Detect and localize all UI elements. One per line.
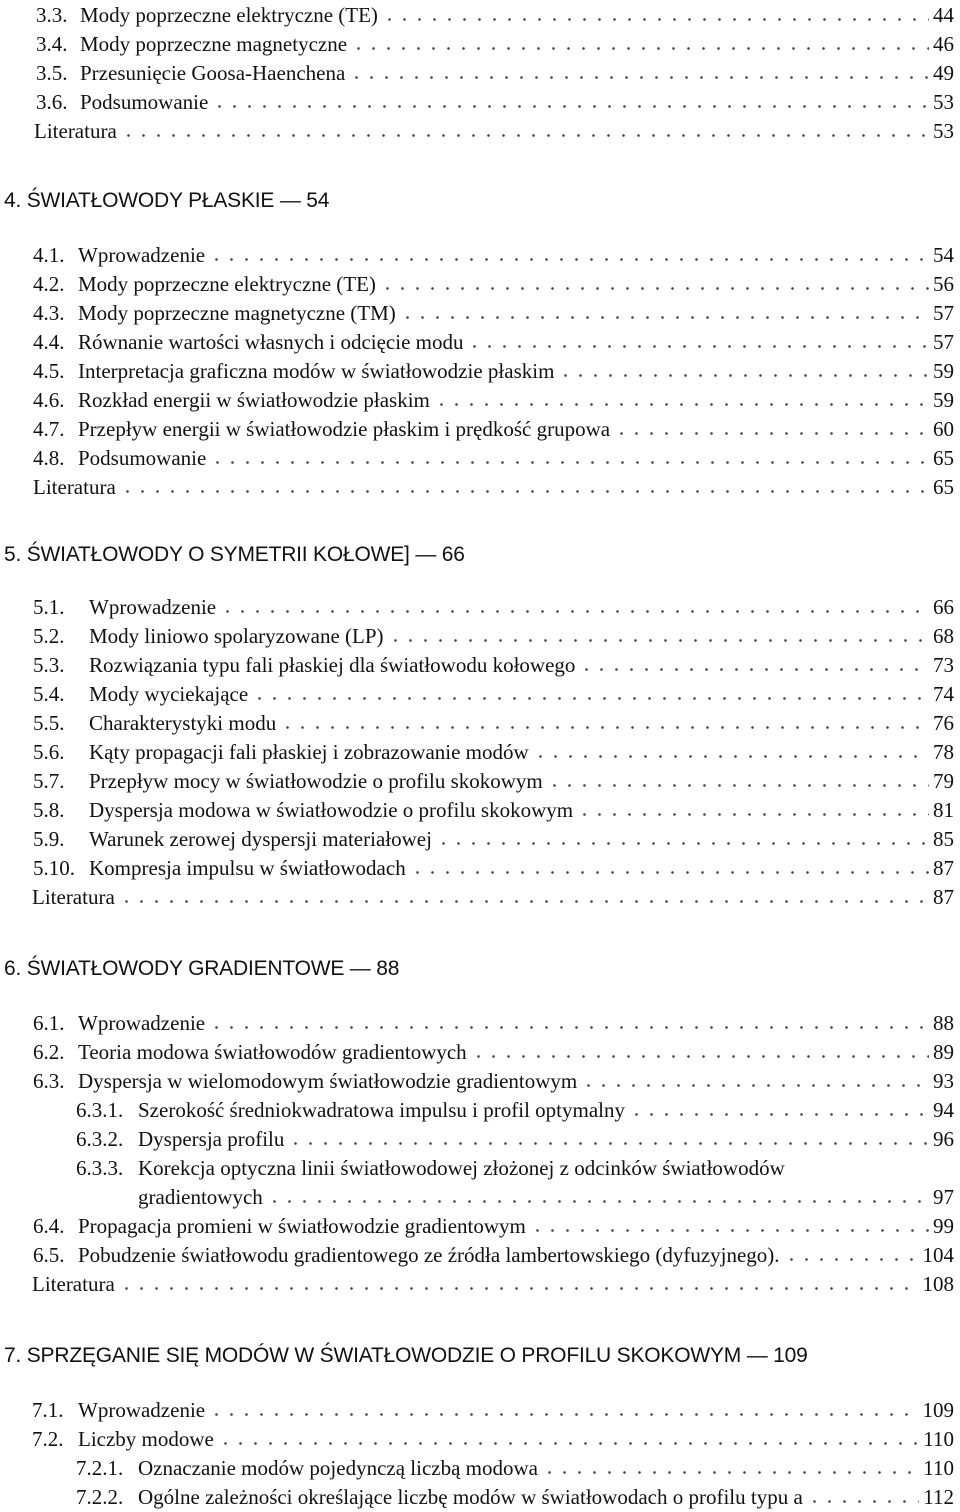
toc-entry-5-1[interactable]: [33, 592, 954, 622]
page-number: 110: [923, 1456, 954, 1480]
section-title: Mody poprzeczne magnetyczne (TM): [78, 301, 396, 325]
page-number: 89: [933, 1040, 954, 1064]
section-title: Propagacja promieni w światłowodzie gradientowym: [78, 1214, 526, 1238]
toc-entry-5-4[interactable]: [33, 679, 954, 709]
page-number: 94: [933, 1098, 954, 1122]
page-number: 53: [933, 90, 954, 114]
section-number: 4.2.: [33, 272, 65, 296]
page-number: 109: [922, 1398, 954, 1422]
section-title: Podsumowanie: [80, 90, 209, 114]
section-title: Wprowadzenie: [78, 243, 206, 267]
section-number: 3.3.: [36, 3, 68, 27]
section-number: 5.4.: [33, 682, 65, 706]
page-number: 108: [922, 1272, 954, 1296]
page-number: 65: [933, 446, 954, 470]
section-title: Szerokość średniokwadratowa impulsu i profil optymalny: [138, 1098, 625, 1122]
section-number: 7.2.1.: [76, 1456, 124, 1480]
page-number: 44: [933, 3, 954, 27]
page-number: 54: [933, 243, 954, 267]
toc-entry-5-2[interactable]: [33, 621, 954, 651]
toc-entry[interactable]: [33, 472, 954, 502]
section-title: Kompresja impulsu w światłowodach: [89, 856, 406, 880]
toc-entry-5-7[interactable]: [33, 766, 954, 796]
toc-entry-6-4[interactable]: [33, 1211, 954, 1241]
dot-leader: [577, 797, 929, 817]
section-title: Wprowadzenie: [89, 595, 217, 619]
dot-leader: [784, 1242, 919, 1262]
dot-leader: [410, 855, 929, 875]
dot-leader: [533, 739, 929, 759]
section-title: Podsumowanie: [78, 446, 207, 470]
toc-entry-4-7[interactable]: [33, 414, 954, 444]
page-number: 87: [933, 856, 954, 880]
dot-leader: [280, 710, 929, 730]
page-number: 59: [933, 388, 954, 412]
section-number: 7.1.: [32, 1398, 64, 1422]
toc-entry-6-1[interactable]: [33, 1008, 954, 1038]
dot-leader: [209, 1397, 918, 1417]
toc-entry-4-1[interactable]: [33, 240, 954, 270]
toc-entry[interactable]: [34, 116, 954, 146]
section-number: 6.3.1.: [76, 1098, 124, 1122]
page-number: 97: [933, 1185, 954, 1209]
page-number: 104: [922, 1243, 954, 1267]
dot-leader: [349, 60, 929, 80]
toc-entry-3-5[interactable]: [36, 58, 954, 88]
toc-entry-5-8[interactable]: [33, 795, 954, 825]
toc-entry-3-3[interactable]: [36, 0, 954, 30]
dot-leader: [119, 1271, 919, 1291]
dot-leader: [436, 826, 929, 846]
section-title: Charakterystyki modu: [89, 711, 277, 735]
chapter-heading: 6. ŚWIATŁOWODY GRADIENTOWE — 88: [4, 957, 400, 980]
dot-leader: [252, 681, 929, 701]
section-title: Rozkład energii w światłowodzie płaskim: [78, 388, 430, 412]
section-title: Literatura: [32, 885, 115, 909]
dot-leader: [530, 1213, 929, 1233]
section-number: 6.3.3.: [76, 1156, 124, 1180]
chapter-heading: 4. ŚWIATŁOWODY PŁASKIE — 54: [4, 189, 330, 212]
section-number: 6.2.: [33, 1040, 65, 1064]
toc-entry-5-3[interactable]: [33, 650, 954, 680]
section-number: 4.7.: [33, 417, 65, 441]
dot-leader: [121, 118, 929, 138]
toc-entry-7-2-1[interactable]: [76, 1453, 954, 1483]
dot-leader: [400, 300, 929, 320]
section-number: 6.4.: [33, 1214, 65, 1238]
section-number: 4.8.: [33, 446, 65, 470]
page-number: 57: [933, 330, 954, 354]
section-number: 6.1.: [33, 1011, 65, 1035]
section-title: Literatura: [34, 119, 117, 143]
section-number: 3.6.: [36, 90, 68, 114]
dot-leader: [209, 242, 929, 262]
toc-entry-6-5[interactable]: [33, 1240, 954, 1270]
section-title: Mody poprzeczne elektryczne (TE): [78, 272, 376, 296]
toc-entry[interactable]: [32, 1269, 954, 1299]
page-number: 112: [923, 1485, 954, 1509]
section-title: Teoria modowa światłowodów gradientowych: [78, 1040, 467, 1064]
page-number: 68: [933, 624, 954, 648]
section-number: 3.5.: [36, 61, 68, 85]
toc-entry-4-4[interactable]: [33, 327, 954, 357]
section-number: 5.8.: [33, 798, 65, 822]
section-title: Korekcja optyczna linii światłowodowej złożonej z odcinków światłowodów: [138, 1156, 785, 1180]
page-number: 74: [933, 682, 954, 706]
section-title: Dyspersja profilu: [138, 1127, 285, 1151]
toc-entry-4-3[interactable]: [33, 298, 954, 328]
section-title: Kąty propagacji fali płaskiej i zobrazowanie modów: [89, 740, 529, 764]
dot-leader: [471, 1039, 929, 1059]
page-number: 79: [933, 769, 954, 793]
page-number: 65: [933, 475, 954, 499]
toc-entry-5-10[interactable]: [33, 853, 954, 883]
section-title: Liczby modowe: [78, 1427, 214, 1451]
section-title: Ogólne zależności określające liczbę modów w światłowodach o profilu typu a: [138, 1485, 803, 1509]
page-number: 46: [933, 32, 954, 56]
section-title: Mody wyciekające: [89, 682, 249, 706]
page-number: 60: [933, 417, 954, 441]
page-number: 59: [933, 359, 954, 383]
section-number: 5.5.: [33, 711, 65, 735]
dot-leader: [807, 1484, 919, 1504]
dot-leader: [558, 358, 929, 378]
page-number: 110: [923, 1427, 954, 1451]
dot-leader: [547, 768, 929, 788]
section-number: 5.3.: [33, 653, 65, 677]
section-title: Wprowadzenie: [78, 1011, 206, 1035]
section-title: Dyspersja w wielomodowym światłowodzie gradientowym: [78, 1069, 578, 1093]
section-number: 7.2.2.: [76, 1485, 124, 1509]
dot-leader: [218, 1426, 919, 1446]
section-title: Równanie wartości własnych i odcięcie modu: [78, 330, 464, 354]
dot-leader: [120, 474, 929, 494]
toc-entry-7-2-2[interactable]: [76, 1482, 954, 1512]
toc-entry-4-2[interactable]: [33, 269, 954, 299]
section-number: 7.2.: [32, 1427, 64, 1451]
dot-leader: [467, 329, 929, 349]
page-number: 93: [933, 1069, 954, 1093]
section-title: Literatura: [33, 475, 116, 499]
section-number: 4.3.: [33, 301, 65, 325]
toc-entry-6-3-3[interactable]: [76, 1153, 954, 1183]
toc-entry-5-5[interactable]: [33, 708, 954, 738]
toc-entry-4-5[interactable]: [33, 356, 954, 386]
section-number: 3.4.: [36, 32, 68, 56]
section-title: Mody poprzeczne elektryczne (TE): [80, 3, 378, 27]
dot-leader: [267, 1184, 929, 1204]
section-number: 5.1.: [33, 595, 65, 619]
page-number: 66: [933, 595, 954, 619]
section-number: 6.5.: [33, 1243, 65, 1267]
section-title: Pobudzenie światłowodu gradientowego ze źródła lambertowskiego (dyfuzyjnego).: [78, 1243, 780, 1267]
dot-leader: [119, 884, 929, 904]
section-number: 4.4.: [33, 330, 65, 354]
section-number: 5.7.: [33, 769, 65, 793]
section-title: Mody liniowo spolaryzowane (LP): [89, 624, 384, 648]
section-number: 5.2.: [33, 624, 65, 648]
section-title: gradientowych: [138, 1185, 263, 1209]
page-number: 87: [933, 885, 954, 909]
section-title: Oznaczanie modów pojedynczą liczbą modowa: [138, 1456, 538, 1480]
section-title: Mody poprzeczne magnetyczne: [80, 32, 348, 56]
dot-leader: [542, 1455, 919, 1475]
toc-entry-6-3-1[interactable]: [76, 1095, 954, 1125]
page-number: 76: [933, 711, 954, 735]
section-number: 4.1.: [33, 243, 65, 267]
page-number: 96: [933, 1127, 954, 1151]
section-number: 5.9.: [33, 827, 65, 851]
chapter-heading: 5. ŚWIATŁOWODY O SYMETRII KOŁOWE] — 66: [4, 543, 465, 566]
section-number: 5.6.: [33, 740, 65, 764]
toc-entry-3-4[interactable]: [36, 29, 954, 59]
section-title: Dyspersja modowa w światłowodzie o profilu skokowym: [89, 798, 574, 822]
dot-leader: [212, 89, 929, 109]
page-number: 49: [933, 61, 954, 85]
toc-entry-5-6[interactable]: [33, 737, 954, 767]
page-number: 53: [933, 119, 954, 143]
toc-entry-3-6[interactable]: [36, 87, 954, 117]
toc-entry[interactable]: [32, 882, 954, 912]
section-number: 6.3.: [33, 1069, 65, 1093]
section-number: 5.10.: [33, 856, 75, 880]
section-title: Przesunięcie Goosa-Haenchena: [80, 61, 346, 85]
dot-leader: [210, 445, 929, 465]
toc-entry-6-3-2[interactable]: [76, 1124, 954, 1154]
dot-leader: [380, 271, 929, 291]
page-number: 73: [933, 653, 954, 677]
section-number: 4.6.: [33, 388, 65, 412]
toc-entry-7-2[interactable]: [32, 1424, 954, 1454]
page-number: 81: [933, 798, 954, 822]
dot-leader: [614, 416, 929, 436]
chapter-heading: 7. SPRZĘGANIE SIĘ MODÓW W ŚWIATŁOWODZIE O PROFILU SKOKOWYM — 109: [4, 1344, 808, 1367]
section-title: Warunek zerowej dyspersji materiałowej: [89, 827, 432, 851]
page-number: 85: [933, 827, 954, 851]
page-number: 56: [933, 272, 954, 296]
section-title: Przepływ energii w światłowodzie płaskim i prędkość grupowa: [78, 417, 611, 441]
section-number: 6.3.2.: [76, 1127, 124, 1151]
dot-leader: [629, 1097, 929, 1117]
section-title: Interpretacja graficzna modów w światłowodzie płaskim: [78, 359, 555, 383]
dot-leader: [434, 387, 929, 407]
toc-entry-5-9[interactable]: [33, 824, 954, 854]
section-title: Przepływ mocy w światłowodzie o profilu skokowym: [89, 769, 543, 793]
dot-leader: [388, 623, 929, 643]
dot-leader: [579, 652, 929, 672]
dot-leader: [581, 1068, 929, 1088]
toc-entry-6-2[interactable]: [33, 1037, 954, 1067]
section-number: 4.5.: [33, 359, 65, 383]
dot-leader: [351, 31, 929, 51]
toc-entry-6-3[interactable]: [33, 1066, 954, 1096]
section-title: Literatura: [32, 1272, 115, 1296]
dot-leader: [382, 2, 929, 22]
dot-leader: [209, 1010, 929, 1030]
dot-leader: [288, 1126, 929, 1146]
dot-leader: [220, 594, 929, 614]
page-number: 78: [933, 740, 954, 764]
toc-entry-4-6[interactable]: [33, 385, 954, 415]
toc-entry-4-8[interactable]: [33, 443, 954, 473]
toc-entry[interactable]: [138, 1182, 954, 1212]
toc-entry-7-1[interactable]: [32, 1395, 954, 1425]
page-number: 99: [933, 1214, 954, 1238]
section-title: Rozwiązania typu fali płaskiej dla światłowodu kołowego: [89, 653, 576, 677]
section-title: Wprowadzenie: [78, 1398, 206, 1422]
page-number: 88: [933, 1011, 954, 1035]
page-number: 57: [933, 301, 954, 325]
